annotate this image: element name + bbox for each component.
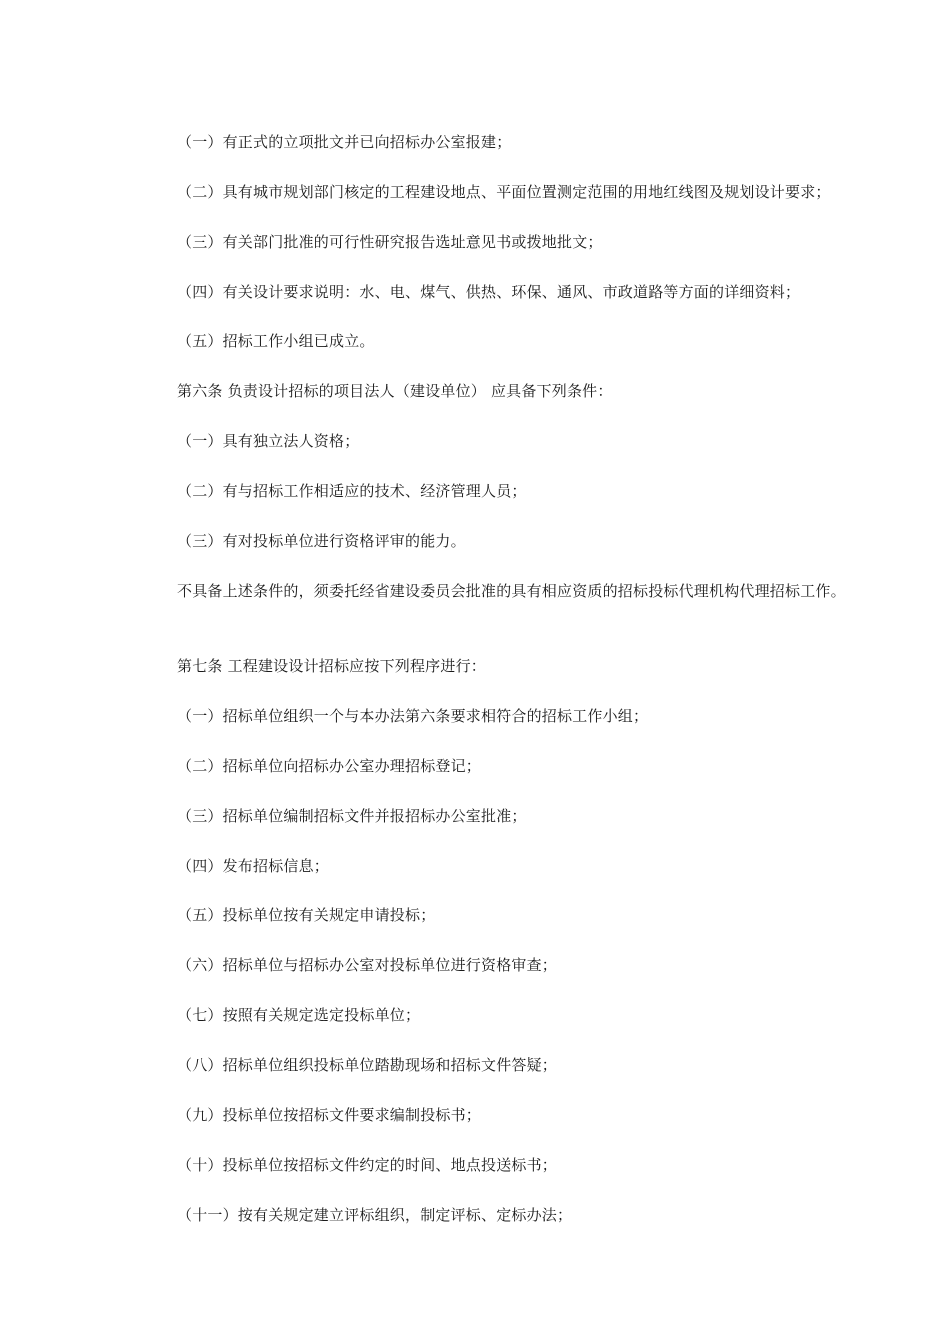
- clause-item: （二）招标单位向招标办公室办理招标登记；: [177, 757, 482, 775]
- clause-item: （一）有正式的立项批文并已向招标办公室报建；: [177, 133, 512, 151]
- article-heading: 第七条 工程建设设计招标应按下列程序进行：: [177, 657, 486, 675]
- clause-item: （十）投标单位按招标文件约定的时间、地点投送标书；: [177, 1156, 558, 1174]
- clause-item: （二）有与招标工作相适应的技术、经济管理人员；: [177, 482, 527, 500]
- clause-item: （八）招标单位组织投标单位踏勘现场和招标文件答疑；: [177, 1056, 558, 1074]
- clause-item: （四）有关设计要求说明：水、电、煤气、供热、环保、通风、市政道路等方面的详细资料；: [177, 283, 801, 301]
- clause-item: （一）具有独立法人资格；: [177, 432, 360, 450]
- clause-item: （十一）按有关规定建立评标组织，制定评标、定标办法；: [177, 1206, 573, 1224]
- clause-item: （六）招标单位与招标办公室对投标单位进行资格审查；: [177, 956, 558, 974]
- clause-item: （三）招标单位编制招标文件并报招标办公室批准；: [177, 807, 527, 825]
- clause-item: （五）投标单位按有关规定申请投标；: [177, 906, 436, 924]
- clause-item: （三）有对投标单位进行资格评审的能力。: [177, 532, 466, 550]
- clause-item: （三）有关部门批准的可行性研究报告选址意见书或拨地批文；: [177, 233, 603, 251]
- clause-item: （四）发布招标信息；: [177, 857, 330, 875]
- clause-item: （七）按照有关规定选定投标单位；: [177, 1006, 421, 1024]
- article-heading: 第六条 负责设计招标的项目法人（建设单位） 应具备下列条件：: [177, 382, 613, 400]
- clause-item: （五）招标工作小组已成立。: [177, 332, 375, 350]
- clause-item: （二）具有城市规划部门核定的工程建设地点、平面位置测定范围的用地红线图及规划设计要求；: [177, 183, 831, 201]
- body-paragraph: 不具备上述条件的，须委托经省建设委员会批准的具有相应资质的招标投标代理机构代理招标工作。: [177, 582, 846, 600]
- clause-item: （九）投标单位按招标文件要求编制投标书；: [177, 1106, 482, 1124]
- clause-item: （一）招标单位组织一个与本办法第六条要求相符合的招标工作小组；: [177, 707, 649, 725]
